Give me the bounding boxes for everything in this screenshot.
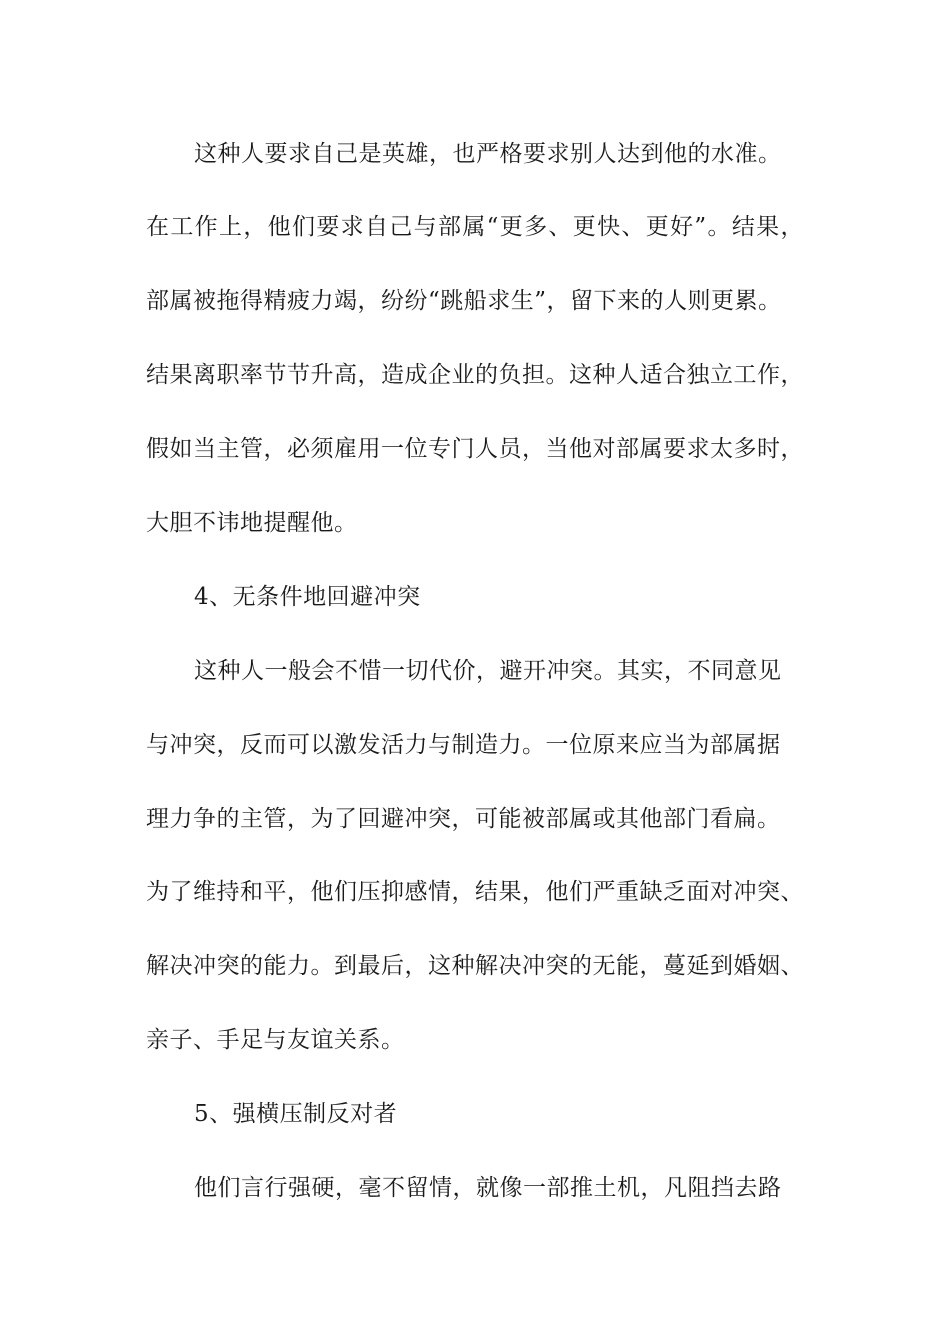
paragraph-line: 这种人一般会不惜一切代价，避开冲突。其实，不同意见	[194, 658, 782, 684]
paragraph-line: 理力争的主管，为了回避冲突，可能被部属或其他部门看扁。	[146, 806, 781, 832]
section-heading: 4、无条件地回避冲突	[194, 584, 421, 610]
section-heading: 5、强横压制反对者	[194, 1101, 398, 1127]
paragraph-line: 大胆不讳地提醒他。	[146, 510, 358, 536]
paragraph-line: 亲子、手足与友谊关系。	[146, 1027, 405, 1053]
paragraph-line: 在工作上，他们要求自己与部属“更多、更快、更好”。结果，	[146, 214, 804, 240]
paragraph-line: 他们言行强硬，毫不留情，就像一部推土机，凡阻挡去路	[194, 1175, 782, 1201]
paragraph-line: 解决冲突的能力。到最后，这种解决冲突的无能，蔓延到婚姻、	[146, 953, 804, 979]
paragraph-line: 与冲突，反而可以激发活力与制造力。一位原来应当为部属据	[146, 732, 781, 758]
paragraph-line: 为了维持和平，他们压抑感情，结果，他们严重缺乏面对冲突、	[146, 879, 804, 905]
paragraph-line: 这种人要求自己是英雄，也严格要求别人达到他的水准。	[194, 141, 782, 167]
paragraph-line: 假如当主管，必须雇用一位专门人员，当他对部属要求太多时，	[146, 436, 804, 462]
paragraph-line: 部属被拖得精疲力竭，纷纷“跳船求生”，留下来的人则更累。	[146, 288, 782, 314]
paragraph-line: 结果离职率节节升高，造成企业的负担。这种人适合独立工作，	[146, 362, 804, 388]
